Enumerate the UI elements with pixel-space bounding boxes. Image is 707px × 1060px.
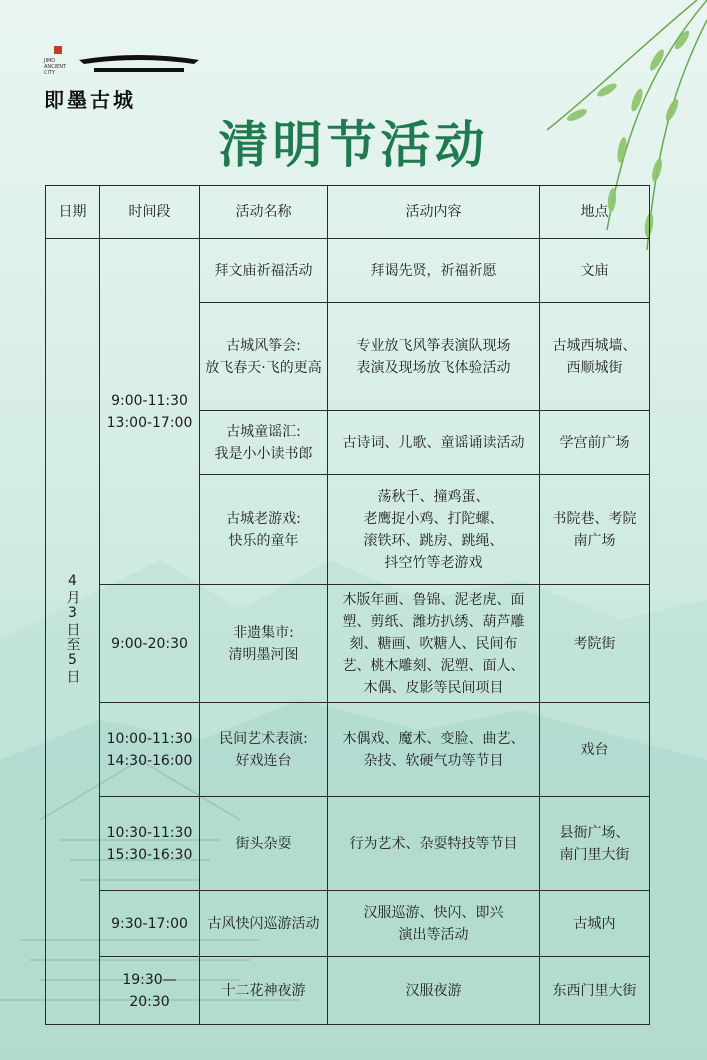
activity-place: 戏台 <box>540 703 650 797</box>
header-place: 地点 <box>540 186 650 239</box>
activity-name: 古风快闪巡游活动 <box>200 891 328 957</box>
activity-place: 考院街 <box>540 585 650 703</box>
red-seal-icon <box>54 46 62 54</box>
activity-content: 古诗词、儿歌、童谣诵读活动 <box>328 411 540 475</box>
time-slot-cell: 9:00-11:30 13:00-17:00 <box>100 239 200 585</box>
activity-name: 古城童谣汇: 我是小小读书郎 <box>200 411 328 475</box>
time-slot-cell: 10:00-11:30 14:30-16:00 <box>100 703 200 797</box>
date-cell <box>46 239 100 1025</box>
table-header-row <box>46 186 650 239</box>
header-date: 日期 <box>46 186 100 239</box>
activity-content: 专业放飞风筝表演队现场 表演及现场放飞体验活动 <box>328 303 540 411</box>
table-row <box>46 797 650 891</box>
table-row <box>46 239 650 303</box>
activity-place: 县衙广场、 南门里大街 <box>540 797 650 891</box>
activity-name: 非遗集市: 清明墨河图 <box>200 585 328 703</box>
activity-name: 古城风筝会: 放飞春天·飞的更高 <box>200 303 328 411</box>
activity-name: 古城老游戏: 快乐的童年 <box>200 475 328 585</box>
jimo-ancient-city-logo <box>44 44 194 114</box>
activity-name: 民间艺术表演: 好戏连台 <box>200 703 328 797</box>
header-time: 时间段 <box>100 186 200 239</box>
activity-name: 拜文庙祈福活动 <box>200 239 328 303</box>
activity-name: 街头杂耍 <box>200 797 328 891</box>
activity-content: 荡秋千、撞鸡蛋、 老鹰捉小鸡、打陀螺、 滚铁环、跳房、跳绳、 抖空竹等老游戏 <box>328 475 540 585</box>
activity-content: 拜谒先贤，祈福祈愿 <box>328 239 540 303</box>
activity-name: 十二花神夜游 <box>200 957 328 1025</box>
activity-place: 书院巷、考院 南广场 <box>540 475 650 585</box>
table-row <box>46 957 650 1025</box>
table-row <box>46 891 650 957</box>
activity-content: 木偶戏、魔术、变脸、曲艺、 杂技、软硬气功等节目 <box>328 703 540 797</box>
time-slot-cell: 9:00-20:30 <box>100 585 200 703</box>
date-text: 4月3日至5日 <box>64 572 81 684</box>
activity-place: 东西门里大街 <box>540 957 650 1025</box>
header-name: 活动名称 <box>200 186 328 239</box>
activity-place: 学宫前广场 <box>540 411 650 475</box>
time-slot-cell: 19:30—20:30 <box>100 957 200 1025</box>
header-content: 活动内容 <box>328 186 540 239</box>
activity-content: 木版年画、鲁锦、泥老虎、面 塑、剪纸、潍坊扒绣、葫芦雕 刻、糖画、吹糖人、民间布 艺、桃木雕刻、泥塑、面人、 木偶、皮影等民间项目 <box>328 585 540 703</box>
logo-english-text: JIMO ANCIENT CITY <box>44 58 67 76</box>
activity-place: 文庙 <box>540 239 650 303</box>
page-title: 清明节活动 <box>218 116 489 174</box>
time-slot-cell: 9:30-17:00 <box>100 891 200 957</box>
table-row <box>46 585 650 703</box>
time-slot-cell: 10:30-11:30 15:30-16:30 <box>100 797 200 891</box>
roof-icon <box>74 48 204 78</box>
activity-content: 行为艺术、杂耍特技等节目 <box>328 797 540 891</box>
activity-content: 汉服夜游 <box>328 957 540 1025</box>
activity-content: 汉服巡游、快闪、即兴 演出等活动 <box>328 891 540 957</box>
activity-place: 古城内 <box>540 891 650 957</box>
activity-place: 古城西城墙、 西顺城街 <box>540 303 650 411</box>
table-row <box>46 703 650 797</box>
logo-calligraphy: 即墨古城 <box>44 88 136 112</box>
activity-schedule-table <box>45 185 650 1025</box>
